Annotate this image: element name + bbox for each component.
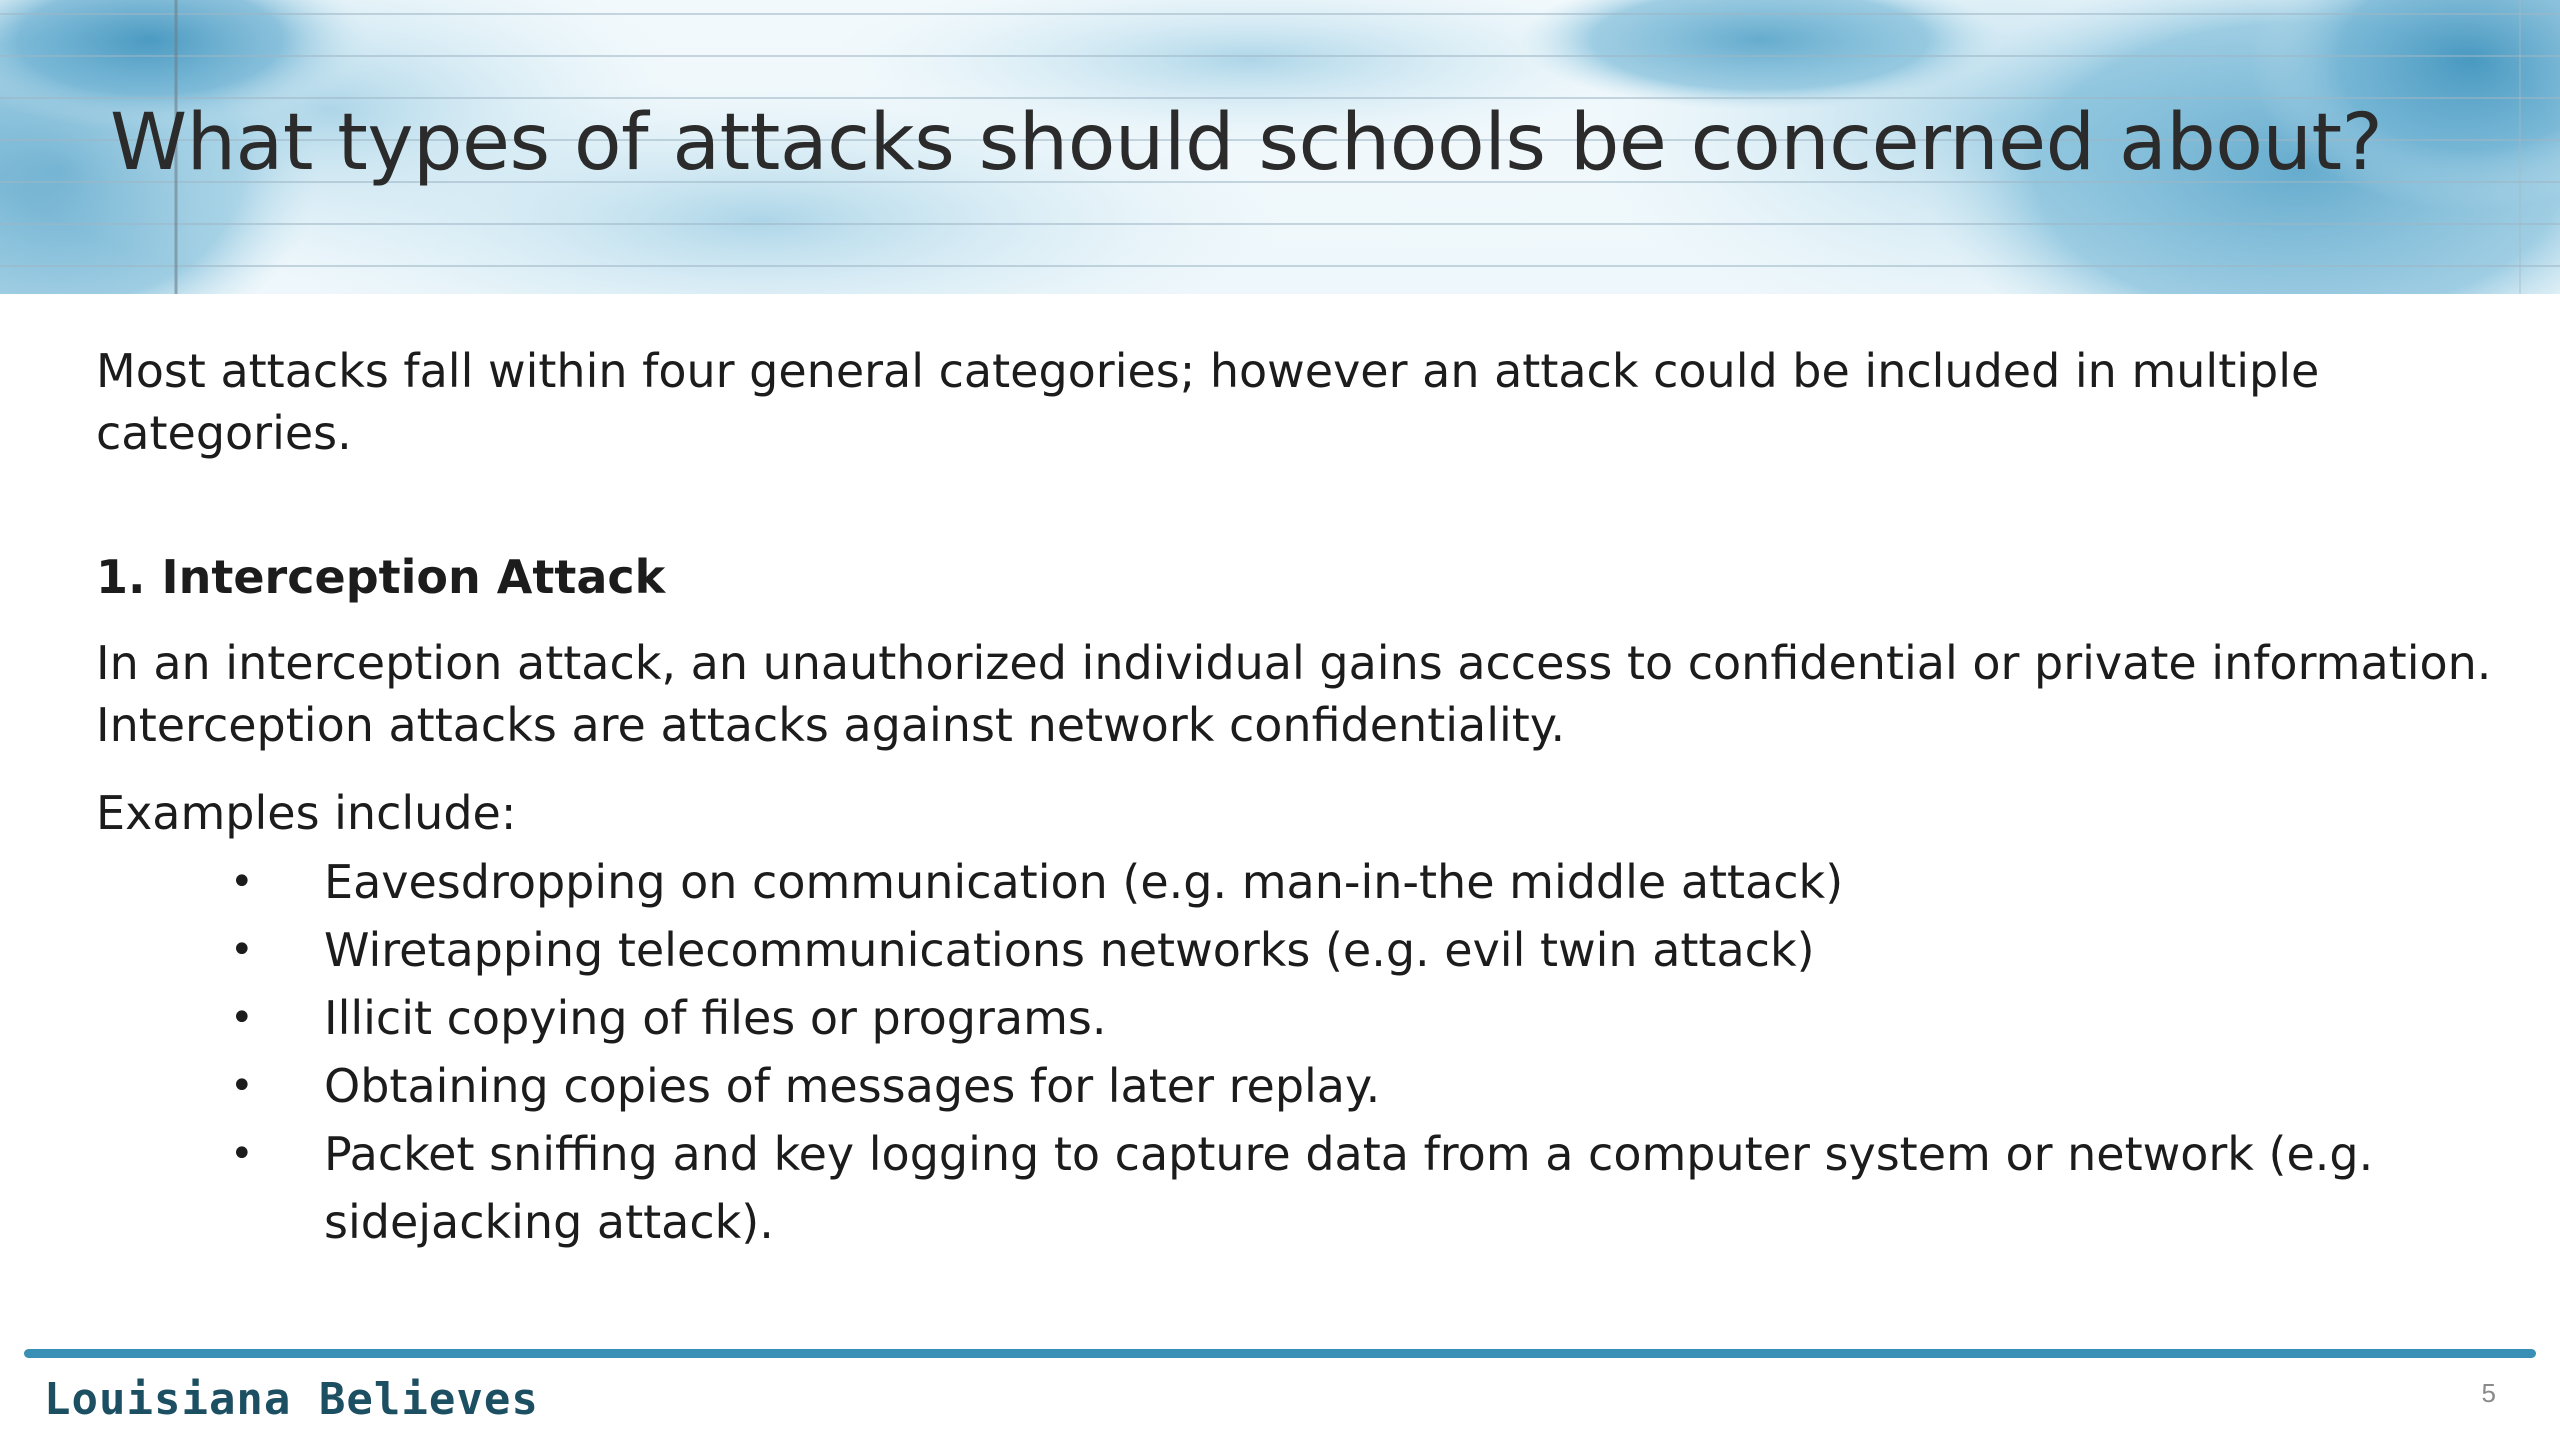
- list-item-text: Packet sniffing and key logging to capture data from a computer system or network (e.g. sidejacking attack).: [324, 1127, 2374, 1249]
- bullet-icon: •: [230, 1131, 254, 1177]
- page-number: 5: [2481, 1378, 2496, 1408]
- list-item: [96, 1120, 2444, 1256]
- list-item: [96, 848, 2444, 916]
- slide-body: [96, 340, 2496, 1256]
- list-item: [96, 984, 2444, 1052]
- list-item-text: Eavesdropping on communication (e.g. man-in-the middle attack): [324, 855, 1844, 909]
- intro-text: Most attacks fall within four general categories; however an attack could be included in multiple categories.: [96, 344, 2320, 460]
- examples-list: [96, 848, 2496, 1256]
- bullet-icon: •: [230, 859, 254, 905]
- slide-title: What types of attacks should schools be concerned about?: [110, 98, 2383, 188]
- bullet-icon: •: [230, 995, 254, 1041]
- list-item-text: Obtaining copies of messages for later replay.: [324, 1059, 1381, 1113]
- bullet-icon: •: [230, 1063, 254, 1109]
- bullet-icon: •: [230, 927, 254, 973]
- footer-logo: Louisiana Believes: [44, 1374, 539, 1425]
- examples-label: Examples include:: [96, 786, 517, 840]
- section-heading: 1. Interception Attack: [96, 550, 666, 604]
- list-item-text: Wiretapping telecommunications networks (e.g. evil twin attack): [324, 923, 1815, 977]
- section-description: In an interception attack, an unauthorized individual gains access to confidential or private information. Interception attacks are attacks against network confidentiality.: [96, 636, 2492, 752]
- list-item-text: Illicit copying of files or programs.: [324, 991, 1107, 1045]
- footer-divider: [24, 1349, 2536, 1358]
- list-item: [96, 1052, 2444, 1120]
- list-item: [96, 916, 2444, 984]
